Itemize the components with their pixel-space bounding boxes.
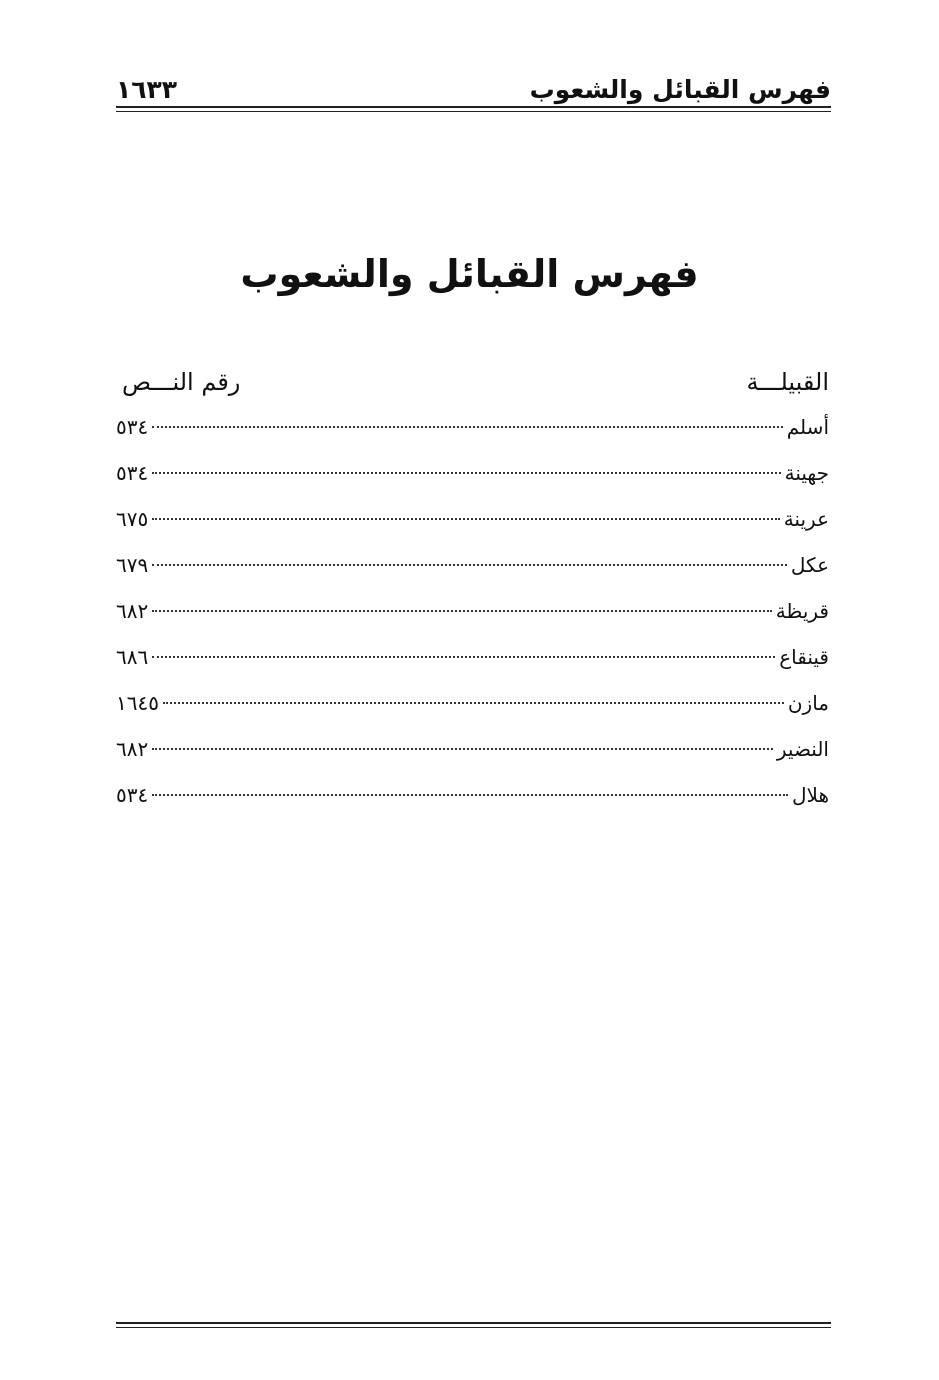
footer-rule: [116, 1322, 831, 1328]
entry-number: ٦٧٩: [116, 553, 149, 577]
entry-number: ٦٧٥: [116, 507, 149, 531]
dot-leader: [152, 656, 775, 658]
dot-leader: [152, 748, 773, 750]
running-header: [116, 72, 831, 108]
entry-name: قريظة: [775, 599, 829, 623]
index-entry: [116, 732, 829, 778]
index-entry: [116, 456, 829, 502]
index-entry: [116, 594, 829, 640]
page-number: ١٦٣٣: [116, 75, 178, 104]
entry-number: ٦٨٢: [116, 737, 149, 761]
index-list: [116, 410, 829, 824]
dot-leader: [152, 610, 771, 612]
dot-leader: [152, 518, 779, 520]
entry-number: ١٦٤٥: [116, 691, 159, 715]
index-entry: [116, 502, 829, 548]
entry-name: هلال: [791, 783, 829, 807]
entry-name: عرينة: [783, 507, 829, 531]
entry-name: أسلم: [786, 415, 829, 439]
running-header-title: فهرس القبائل والشعوب: [529, 75, 831, 104]
entry-number: ٦٨٦: [116, 645, 149, 669]
page-title: فهرس القبائل والشعوب: [240, 252, 699, 296]
entry-number: ٥٣٤: [116, 783, 149, 807]
index-entry: [116, 548, 829, 594]
entry-name: قينقاع: [779, 645, 829, 669]
entry-number: ٥٣٤: [116, 461, 149, 485]
index-entry: [116, 640, 829, 686]
entry-name: مازن: [787, 691, 829, 715]
index-entry: [116, 778, 829, 824]
dot-leader: [163, 702, 784, 704]
dot-leader: [152, 426, 783, 428]
index-entry: [116, 410, 829, 456]
column-headers: [122, 362, 829, 402]
entry-name: عكل: [790, 553, 829, 577]
column-header-tribe: القبيلـــة: [746, 368, 829, 396]
header-rule: [116, 106, 831, 112]
entry-number: ٥٣٤: [116, 415, 149, 439]
entry-name: النضير: [776, 737, 829, 761]
entry-name: جهينة: [784, 461, 829, 485]
entry-number: ٦٨٢: [116, 599, 149, 623]
index-entry: [116, 686, 829, 732]
dot-leader: [152, 472, 780, 474]
column-header-text-number: رقم النـــص: [122, 368, 241, 396]
dot-leader: [152, 564, 787, 566]
dot-leader: [152, 794, 788, 796]
